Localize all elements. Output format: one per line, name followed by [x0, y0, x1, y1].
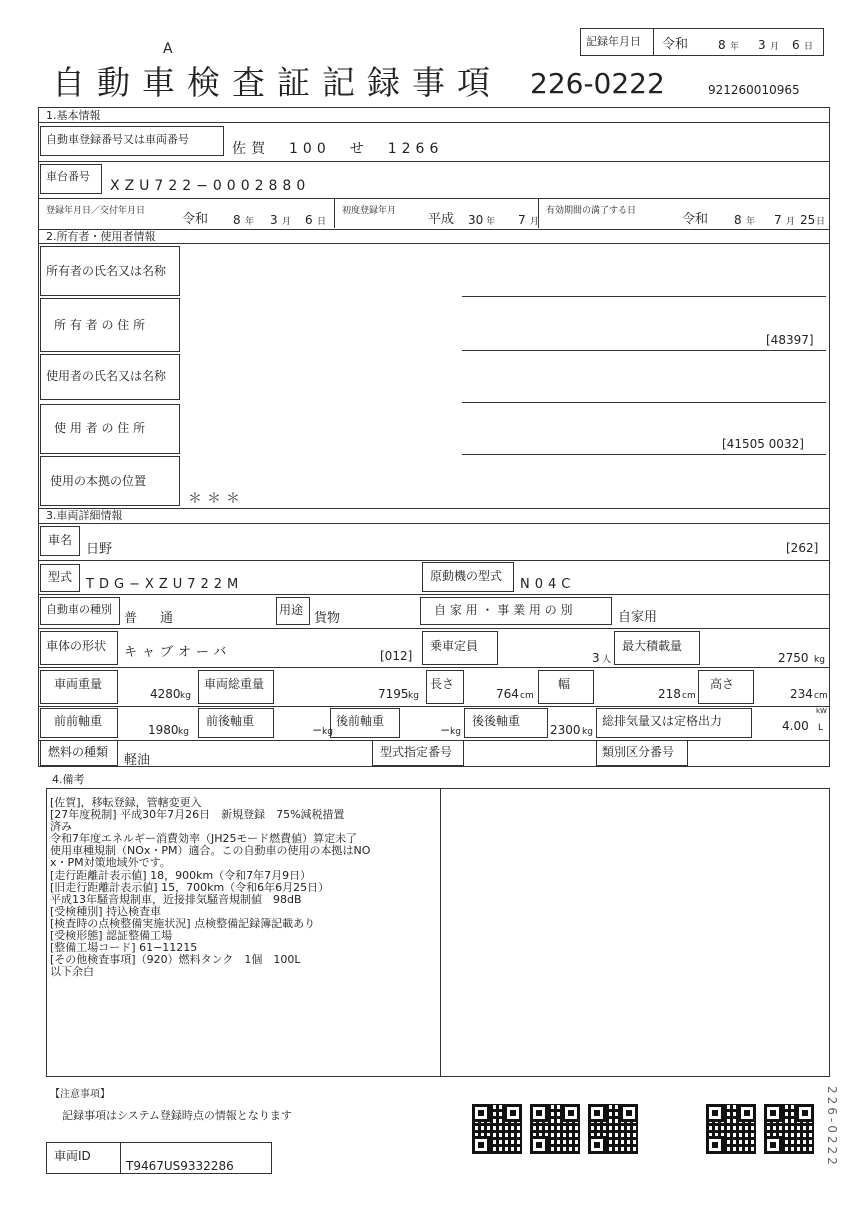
expiry-day: 25: [800, 213, 816, 227]
kind-label: 自動車の種別: [46, 603, 112, 616]
vehicle-id-label: 車両ID: [54, 1149, 91, 1163]
doc-number: 921260010965: [708, 83, 800, 97]
section-2-heading: 2.所有者・使用者情報: [46, 230, 156, 243]
expiry-month: 7: [774, 213, 782, 227]
owner-addr-label: 所 有 者 の 住 所: [54, 318, 146, 332]
section-1-heading: 1.基本情報: [46, 109, 101, 122]
width-label: 幅: [558, 677, 571, 691]
base-label: 使用の本拠の位置: [50, 474, 147, 488]
model-value: TDG−XZU722M: [86, 577, 244, 592]
unit-kg: kg: [180, 691, 191, 701]
expiry-year: 8: [734, 213, 742, 227]
regdate-month: 3: [270, 213, 278, 227]
unit-cm: cm: [520, 691, 534, 701]
type-desig-label: 型式指定番号: [380, 745, 453, 759]
kind-value: 普 通: [124, 611, 179, 626]
body-label: 車体の形状: [46, 639, 107, 653]
use-label: 用途: [279, 603, 304, 617]
record-date-label: 記録年月日: [586, 35, 641, 48]
section-3-heading: 3.車両詳細情報: [46, 509, 123, 522]
fr-axle-value: −: [312, 723, 323, 737]
vehicle-id-value: T9467US9332286: [126, 1159, 234, 1173]
disp-value: 4.00: [782, 719, 809, 733]
capacity-value: 3: [592, 651, 600, 665]
handwritten-note: 226-0222: [825, 1086, 839, 1168]
biz-label: 自 家 用 ・ 事 業 用 の 別: [434, 603, 573, 617]
unit-kg: kg: [178, 727, 189, 737]
regdate-day: 6: [305, 213, 313, 227]
unit-month: 月: [530, 217, 540, 227]
user-name-label: 使用者の氏名又は名称: [46, 369, 167, 383]
qr-code-5: [764, 1104, 814, 1154]
corner-mark: A: [163, 41, 173, 57]
record-date-era: 令和: [662, 37, 689, 52]
width-value: 218: [658, 687, 681, 701]
title-code: 226-0222: [530, 67, 665, 100]
qr-code-1: [472, 1104, 522, 1154]
page-title: 自動車検査証記録事項: [52, 63, 502, 102]
record-date-month: 3: [758, 38, 766, 52]
user-addr-label: 使 用 者 の 住 所: [54, 421, 146, 435]
maxload-label: 最大積載量: [622, 639, 683, 653]
chassis-label: 車台番号: [46, 170, 90, 183]
qr-code-3: [588, 1104, 638, 1154]
expiry-era: 令和: [682, 212, 709, 227]
notice-title: 【注意事項】: [50, 1089, 110, 1100]
unit-kg: kg: [582, 727, 593, 737]
disp-unit-top: kW: [816, 707, 827, 715]
unit-year: 年: [245, 217, 255, 227]
regdate-year: 8: [233, 213, 241, 227]
disp-unit-bottom: L: [818, 723, 824, 733]
first-reg-label: 初度登録年月: [342, 206, 397, 216]
owner-name-label: 所有者の氏名又は名称: [46, 264, 167, 278]
height-value: 234: [790, 687, 813, 701]
base-value: ＊＊＊: [188, 491, 245, 507]
biz-value: 自家用: [618, 610, 658, 625]
unit-month: 月: [770, 42, 780, 52]
first-reg-month: 7: [518, 213, 526, 227]
unit-kg: kg: [322, 727, 333, 737]
engine-value: N04C: [520, 577, 576, 592]
use-value: 貨物: [314, 611, 341, 626]
unit-day: 日: [317, 217, 327, 227]
unit-year: 年: [746, 217, 756, 227]
maxload-value: 2750: [778, 651, 809, 665]
section-4-heading: 4.備考: [52, 773, 85, 786]
unit-year: 年: [486, 217, 496, 227]
regdate-label: 登録年月日／交付年月日: [46, 206, 146, 216]
length-value: 764: [496, 687, 519, 701]
qr-code-4: [706, 1104, 756, 1154]
class-label: 類別区分番号: [602, 745, 675, 759]
weight-value: 4280: [150, 687, 181, 701]
fuel-label: 燃料の種類: [48, 745, 109, 759]
record-date-day: 6: [792, 38, 800, 52]
weight-label: 車両重量: [54, 677, 103, 691]
height-label: 高さ: [710, 677, 735, 691]
reg-label: 自動車登録番号又は車両番号: [46, 133, 189, 146]
make-value: 日野: [86, 542, 113, 557]
gross-value: 7195: [378, 687, 409, 701]
unit-kg: kg: [814, 655, 825, 665]
chassis-value: XZU722−0002880: [110, 178, 311, 194]
rf-axle-value: −: [440, 723, 451, 737]
unit-kg: kg: [450, 727, 461, 737]
fuel-value: 軽油: [124, 753, 151, 768]
qr-code-2: [530, 1104, 580, 1154]
make-code: [262]: [786, 541, 819, 555]
unit-day: 日: [804, 42, 814, 52]
unit-kg: kg: [408, 691, 419, 701]
first-reg-era: 平成: [428, 212, 455, 227]
rr-axle-label: 後後軸重: [472, 714, 521, 728]
engine-label: 原動機の型式: [430, 569, 503, 583]
remarks-text: [佐賀]，移転登録，管轄変更入 [27年度税制] 平成30年7月26日 新規登録 75%減税措置 済み 令和7年度エネルギー消費効率（JH25モード燃費値）算定未了 使用車種規制（NOx・PM）適合。この自動車の使用の本拠はNO x・PM対策地域外です。 [走行距離計表示値] 18，900km（令和7年7月9日） [旧走行距離計表示値] 15，700km（令和6年6月25日） 平成13年騒音規制車，近接排気騒音規制値 98dB [受検種別] 持込検査車 [検査時の点検整備実施状況] 点検整備記録簿記載あり [受検形態] 認証整備工場 [整備工場コード] 61−11215 [その他検査事項]（920）燃料タンク 1個 100L 以下余白: [50, 796, 371, 979]
gross-label: 車両総重量: [204, 677, 265, 691]
unit-cm: cm: [682, 691, 696, 701]
owner-code: [48397]: [766, 333, 814, 347]
body-value: キャブオーバ: [124, 645, 232, 660]
regdate-era: 令和: [182, 212, 209, 227]
ff-axle-value: 1980: [148, 723, 179, 737]
reg-value: 佐賀 100 せ 1266: [232, 141, 444, 157]
disp-label: 総排気量又は定格出力: [602, 714, 723, 728]
capacity-label: 乗車定員: [430, 639, 479, 653]
notice-text: 記録事項はシステム登録時点の情報となります: [62, 1109, 292, 1122]
unit-month: 月: [282, 217, 292, 227]
unit-year: 年: [730, 42, 740, 52]
rr-axle-value: 2300: [550, 723, 581, 737]
unit-day: 日: [816, 217, 826, 227]
unit-cm: cm: [814, 691, 828, 701]
unit-month: 月: [786, 217, 796, 227]
capacity-unit: 人: [602, 655, 612, 665]
model-label: 型式: [48, 570, 73, 584]
user-code: [41505 0032]: [722, 437, 804, 451]
length-label: 長さ: [430, 677, 455, 691]
record-date-year: 8: [718, 38, 726, 52]
fr-axle-label: 前後軸重: [206, 714, 255, 728]
first-reg-year: 30: [468, 213, 484, 227]
expiry-label: 有効期間の満了する日: [546, 206, 637, 216]
body-code: [012]: [380, 649, 413, 663]
make-label: 車名: [48, 533, 73, 547]
rf-axle-label: 後前軸重: [336, 714, 385, 728]
ff-axle-label: 前前軸重: [54, 714, 103, 728]
